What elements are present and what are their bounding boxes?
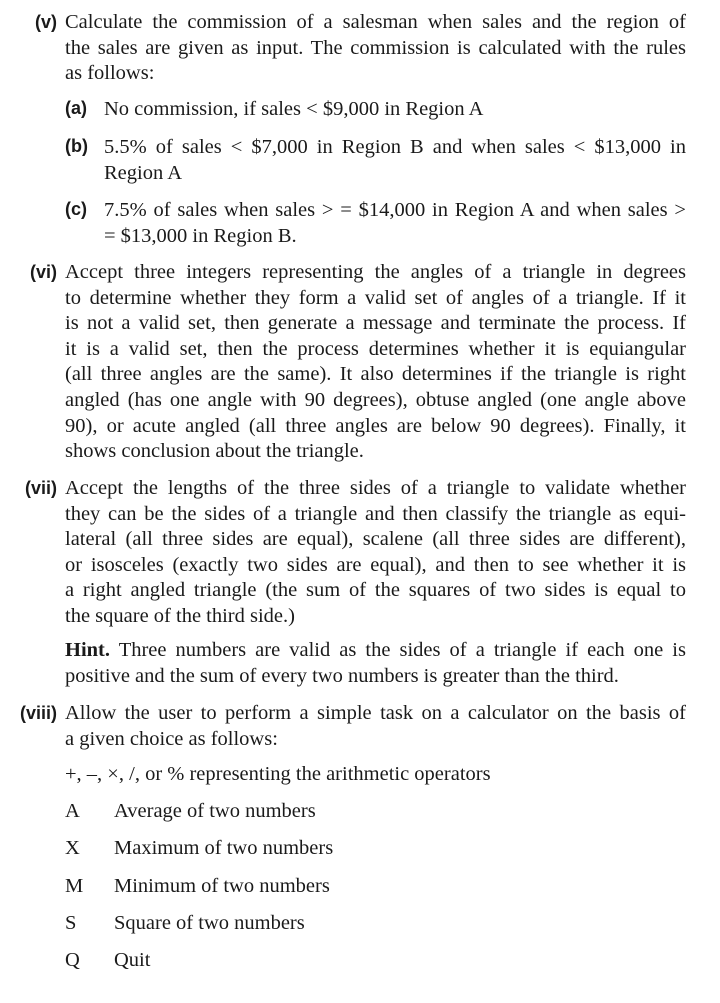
subitem-text <box>104 135 686 186</box>
subitem-label: (c) <box>65 199 87 219</box>
text-line: 7.5% of sales when sales > = $14,000 in Region A and when sales > <box>104 199 686 221</box>
choice-key: A <box>65 800 80 822</box>
text-line: No commission, if sales < $9,000 in Region A <box>104 98 484 120</box>
text-line <box>65 638 686 664</box>
choice-text: Quit <box>114 949 151 971</box>
item-text <box>65 476 686 630</box>
text-line: it is a valid set, then the process determines whether it is equiangular <box>65 337 686 360</box>
item-number: (viii) <box>19 703 57 723</box>
text-line: 90), or acute angled (all three angles are below 90 degrees). Finally, it <box>65 414 686 437</box>
text-line: the square of the third side.) <box>65 604 295 627</box>
item-text <box>65 10 686 87</box>
choice-key: Q <box>65 949 80 971</box>
hint-label: Hint. <box>65 639 110 661</box>
choice-text: Maximum of two numbers <box>114 837 334 859</box>
text-line: shows conclusion about the triangle. <box>65 440 364 463</box>
text-line: they can be the sides of a triangle and then classify the triangle as equi- <box>65 502 686 525</box>
choice-key: M <box>65 875 84 897</box>
text-line: or isosceles (exactly two sides are equal), and then to see whether it is <box>65 553 686 576</box>
item-number: (vii) <box>24 478 57 498</box>
choice-row <box>0 874 720 900</box>
choice-text: Average of two numbers <box>114 800 316 822</box>
item-number: (v) <box>35 12 57 32</box>
text-line: Accept three integers representing the angles of a triangle in degrees <box>65 261 686 283</box>
choice-key: X <box>65 837 80 859</box>
text-line: positive and the sum of every two numbers is greater than the third. <box>65 664 619 687</box>
text-line: a right angled triangle (the sum of the squares of two sides is equal to <box>65 579 686 602</box>
operators-line: +, –, ×, /, or % representing the arithmetic operators <box>65 763 491 785</box>
text-line: the sales are given as input. The commission is calculated with the rules <box>65 36 686 59</box>
text-line: angled (has one angle with 90 degrees), obtuse angled (one angle above <box>65 388 686 411</box>
choice-row <box>0 799 720 825</box>
subitem-text <box>104 198 686 249</box>
choice-text: Minimum of two numbers <box>114 875 330 897</box>
choice-row <box>0 911 720 937</box>
choice-row <box>0 948 720 974</box>
item-text <box>65 260 686 465</box>
choice-row <box>0 836 720 862</box>
subitem-label: (b) <box>65 136 88 156</box>
hint-text <box>65 638 686 689</box>
choice-key: S <box>65 912 77 934</box>
text-line: Region A <box>104 161 183 184</box>
item-text <box>65 701 686 752</box>
hint-line: Three numbers are valid as the sides of a triangle if each one is <box>118 639 686 661</box>
text-line: 5.5% of sales < $7,000 in Region B and when sales < $13,000 in <box>104 136 686 158</box>
text-line: Allow the user to perform a simple task on a calculator on the basis of <box>65 702 686 724</box>
text-line: = $13,000 in Region B. <box>104 224 297 247</box>
subitem-label: (a) <box>65 98 87 118</box>
text-line: to determine whether they form a valid set of angles of a triangle. If it <box>65 286 686 309</box>
text-line: is not a valid set, then generate a message and terminate the process. If <box>65 312 686 335</box>
item-number: (vi) <box>30 262 57 282</box>
text-line: Calculate the commission of a salesman when sales and the region of <box>65 11 686 33</box>
subitem-text <box>104 97 686 123</box>
choice-text: Square of two numbers <box>114 912 305 934</box>
text-line: Accept the lengths of the three sides of a triangle to validate whether <box>65 477 686 499</box>
text-line: as follows: <box>65 62 155 85</box>
text-line: (all three angles are the same). It also determines if the triangle is right <box>65 363 686 386</box>
text-line: lateral (all three sides are equal), scalene (all three sides are different), <box>65 528 686 551</box>
text-line: a given choice as follows: <box>65 727 278 750</box>
